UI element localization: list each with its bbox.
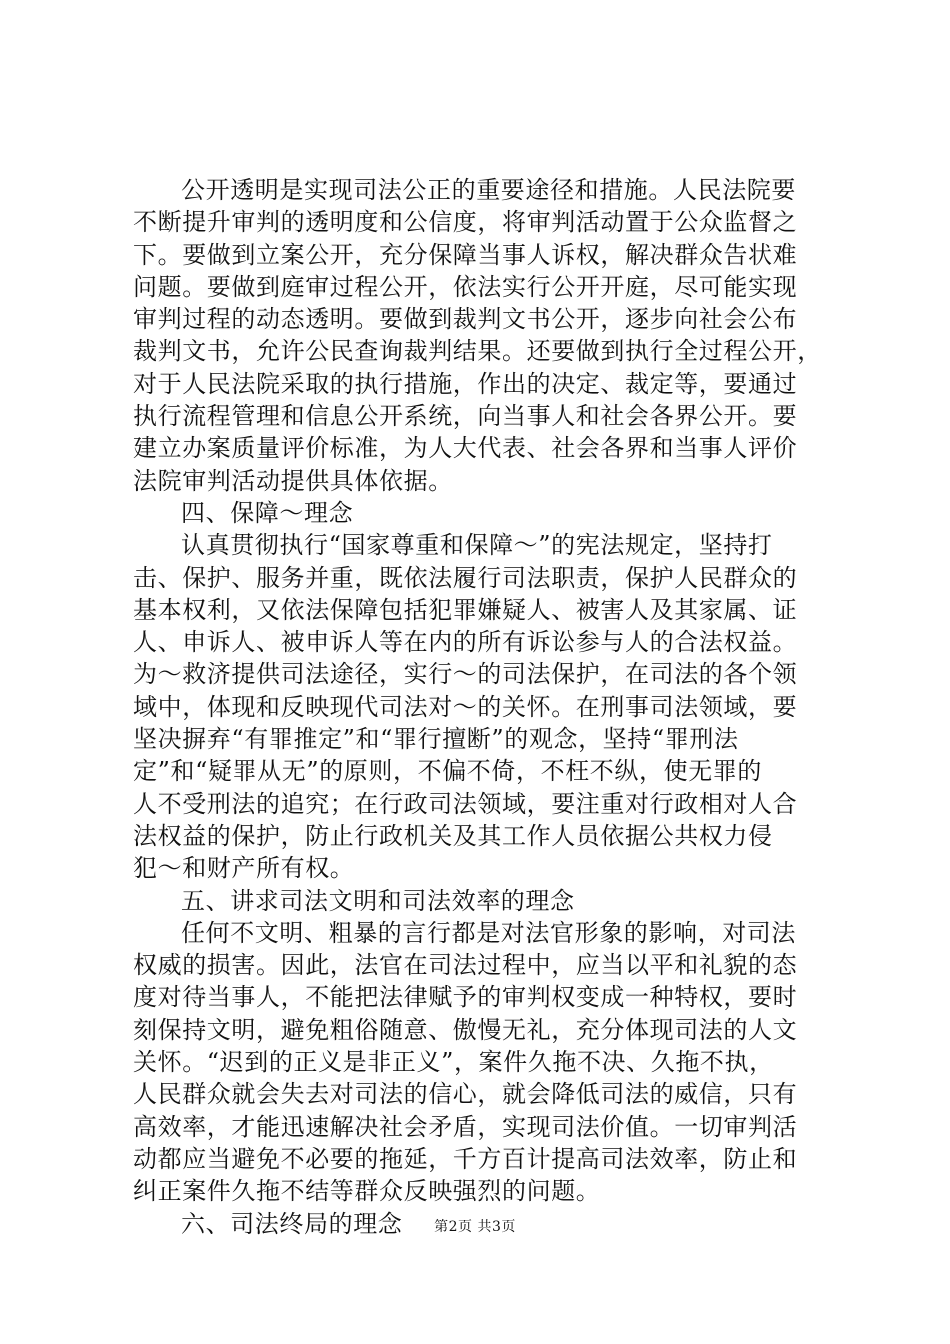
paragraph-line: 人不受刑法的追究；在行政司法领域，要注重对行政相对人合	[133, 789, 798, 818]
paragraph-line: 高效率，才能迅速解决社会矛盾，实现司法价值。一切审判活	[133, 1112, 798, 1141]
paragraph-line: 法院审判活动提供具体依据。	[133, 466, 453, 495]
paragraph-line: 建立办案质量评价标准，为人大代表、社会各界和当事人评价	[133, 434, 798, 463]
paragraph-line: 基本权利，又依法保障包括犯罪嫌疑人、被害人及其家属、证	[133, 595, 798, 624]
paragraph-line: 下。要做到立案公开，充分保障当事人诉权，解决群众告状难	[133, 240, 798, 269]
section-heading: 四、保障～理念	[181, 498, 354, 527]
paragraph-line: 认真贯彻执行“国家尊重和保障～”的宪法规定，坚持打	[181, 531, 773, 560]
paragraph-line: 域中，体现和反映现代司法对～的关怀。在刑事司法领域，要	[133, 692, 798, 721]
paragraph-line: 不断提升审判的透明度和公信度，将审判活动置于公众监督之	[133, 208, 798, 237]
section-heading: 六、司法终局的理念	[181, 1209, 403, 1238]
paragraph-line: 法权益的保护，防止行政机关及其工作人员依据公共权力侵	[133, 821, 773, 850]
paragraph-line: 为～救济提供司法途径，实行～的司法保护，在司法的各个领	[133, 660, 798, 689]
paragraph-line: 任何不文明、粗暴的言行都是对法官形象的影响，对司法	[181, 918, 796, 947]
paragraph-line: 问题。要做到庭审过程公开，依法实行公开开庭，尽可能实现	[133, 272, 798, 301]
paragraph-line: 纠正案件久拖不结等群众反映强烈的问题。	[133, 1177, 601, 1206]
paragraph-line: 公开透明是实现司法公正的重要途径和措施。人民法院要	[181, 176, 796, 204]
paragraph-line: 定”和“疑罪从无”的原则，不偏不倚，不枉不纵，使无罪的	[133, 757, 763, 786]
paragraph-line: 关怀。“迟到的正义是非正义”，案件久拖不决、久拖不执，	[133, 1048, 774, 1077]
paragraph-line: 裁判文书，允许公民查询裁判结果。还要做到执行全过程公开，	[133, 337, 822, 366]
paragraph-line: 度对待当事人，不能把法律赋予的审判权变成一种特权，要时	[133, 983, 798, 1012]
paragraph-line: 刻保持文明，避免粗俗随意、傲慢无礼，充分体现司法的人文	[133, 1015, 798, 1044]
paragraph-line: 坚决摒弃“有罪推定”和“罪行擅断”的观念，坚持“罪刑法	[133, 725, 739, 754]
paragraph-line: 执行流程管理和信息公开系统，向当事人和社会各界公开。要	[133, 402, 798, 431]
paragraph-line: 人、申诉人、被申诉人等在内的所有诉讼参与人的合法权益。	[133, 628, 798, 657]
document-body	[133, 174, 833, 1240]
paragraph-line: 权威的损害。因此，法官在司法过程中，应当以平和礼貌的态	[133, 951, 798, 980]
section-heading: 五、讲求司法文明和司法效率的理念	[181, 886, 575, 915]
page-footer: 第2页 共3页	[434, 1219, 516, 1235]
paragraph-line: 击、保护、服务并重，既依法履行司法职责，保护人民群众的	[133, 563, 798, 592]
paragraph-line: 人民群众就会失去对司法的信心，就会降低司法的威信，只有	[133, 1080, 798, 1109]
paragraph-line: 审判过程的动态透明。要做到裁判文书公开，逐步向社会公布	[133, 305, 798, 334]
paragraph-line: 对于人民法院采取的执行措施，作出的决定、裁定等，要通过	[133, 369, 798, 398]
paragraph-line: 犯～和财产所有权。	[133, 854, 355, 883]
paragraph-line: 动都应当避免不必要的拖延，千方百计提高司法效率，防止和	[133, 1144, 798, 1173]
